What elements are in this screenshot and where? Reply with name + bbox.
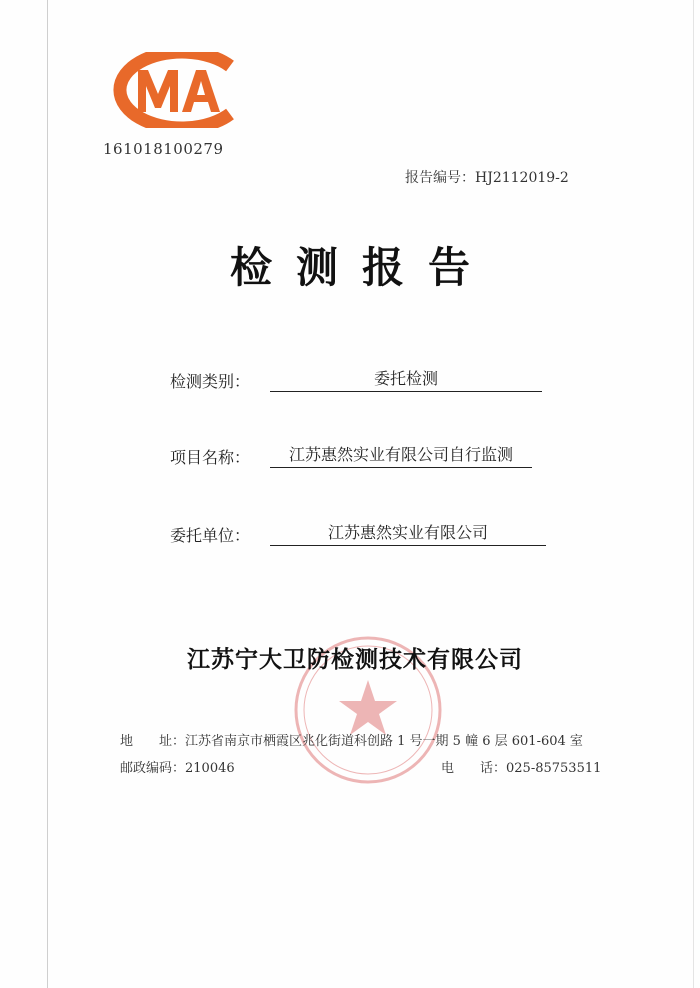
cma-logo-icon <box>100 52 242 128</box>
phone-label: 电 话： <box>441 761 507 776</box>
postal-label: 邮政编码： <box>120 761 186 776</box>
field-client-unit <box>170 520 546 546</box>
phone-value: 025-85753511 <box>506 761 602 776</box>
field-label: 项目名称： <box>170 448 251 467</box>
issuer-company-name: 江苏宁大卫防检测技术有限公司 <box>187 647 523 673</box>
address-line <box>120 730 583 749</box>
field-value: 江苏惠然实业有限公司 <box>270 520 546 546</box>
report-number-label: 报告编号： <box>405 170 475 186</box>
postal-value: 210046 <box>185 761 235 776</box>
scan-edge-right <box>693 0 694 988</box>
field-value: 江苏惠然实业有限公司自行监测 <box>270 442 532 468</box>
postal-code-line <box>120 757 235 776</box>
field-value: 委托检测 <box>270 366 542 392</box>
field-label: 检测类别： <box>170 372 251 391</box>
scan-edge-left <box>47 0 48 988</box>
report-number <box>405 167 569 187</box>
cma-cert-number: 161018100279 <box>103 140 224 158</box>
document-title: 检测报告 <box>229 243 494 292</box>
field-project-name <box>170 442 532 468</box>
phone-line <box>441 757 601 776</box>
field-label: 委托单位： <box>170 526 251 545</box>
address-value: 江苏省南京市栖霞区兆化街道科创路 1 号一期 5 幢 6 层 601-604 室 <box>185 734 583 749</box>
report-number-value: HJ2112019-2 <box>475 170 569 186</box>
field-test-category <box>170 366 542 392</box>
address-label: 地 址： <box>120 734 186 749</box>
